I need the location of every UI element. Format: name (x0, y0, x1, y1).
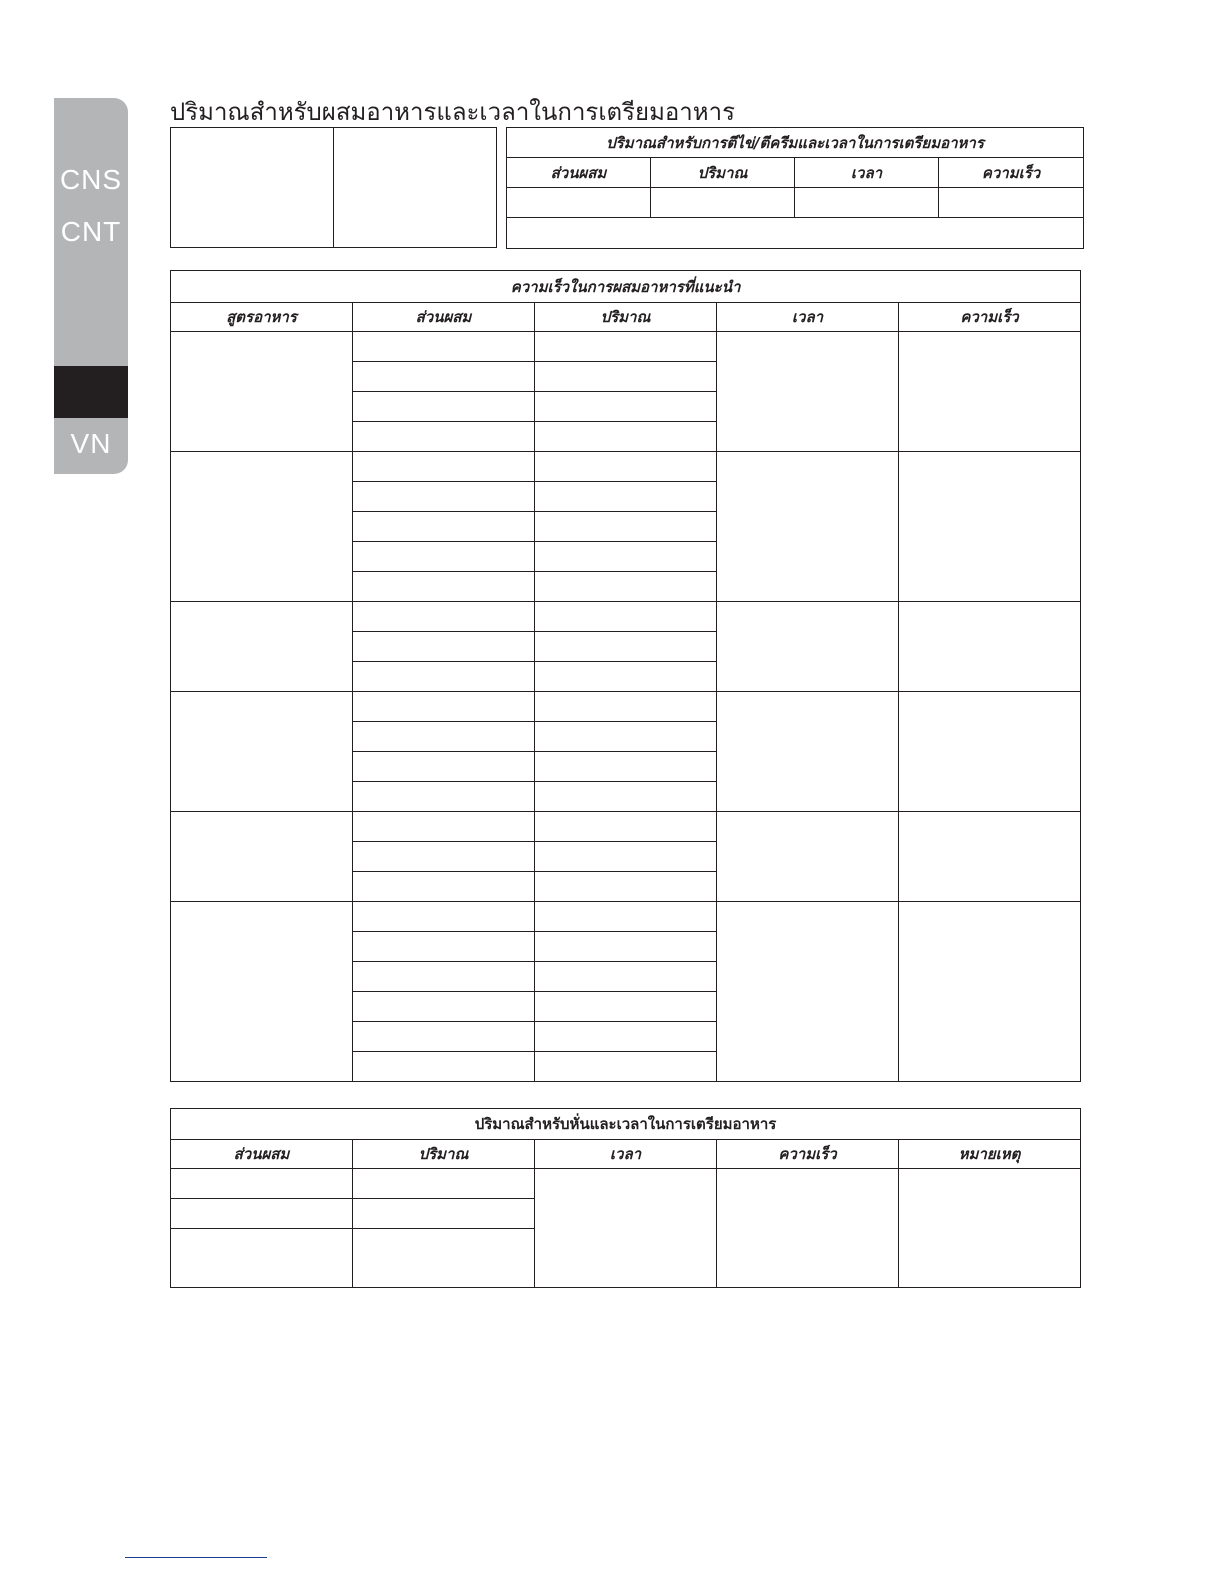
table-row (171, 452, 1081, 482)
table-cell (899, 1169, 1081, 1288)
table-cell (717, 602, 899, 692)
table-cell (717, 692, 899, 812)
whisk-col-ingredient: ส่วนผสม (507, 158, 651, 188)
table-cell (899, 692, 1081, 812)
table-cell (535, 662, 717, 692)
table-cell (535, 962, 717, 992)
table-cell (535, 932, 717, 962)
table-row (171, 902, 1081, 932)
chopper-table-title: ปริมาณสำหรับหั่นและเวลาในการเตรียมอาหาร (171, 1109, 1081, 1140)
table-cell (535, 332, 717, 362)
table-cell (535, 812, 717, 842)
table-cell (795, 188, 939, 218)
table-cell (535, 542, 717, 572)
table-cell (353, 572, 535, 602)
chopper-col-speed: ความเร็ว (717, 1140, 899, 1169)
table-cell (353, 362, 535, 392)
table-cell (353, 902, 535, 932)
table-cell (535, 722, 717, 752)
table-cell (717, 812, 899, 902)
table-cell (171, 1169, 353, 1199)
table-cell (353, 1199, 535, 1229)
table-cell (353, 812, 535, 842)
table-cell (535, 482, 717, 512)
table-cell (535, 452, 717, 482)
mixing-col-ingredient: ส่วนผสม (353, 303, 535, 332)
table-cell (507, 188, 651, 218)
whisk-col-quantity: ปริมาณ (651, 158, 795, 188)
table-cell (535, 782, 717, 812)
table-cell (535, 842, 717, 872)
table-cell (899, 452, 1081, 602)
table-cell (171, 602, 353, 692)
table-cell (535, 992, 717, 1022)
whisk-col-speed: ความเร็ว (939, 158, 1084, 188)
table-cell (171, 1229, 353, 1288)
mixing-table-title: ความเร็วในการผสมอาหารที่แนะนำ (171, 271, 1081, 303)
table-cell (535, 602, 717, 632)
table-cell (535, 422, 717, 452)
table-cell (353, 512, 535, 542)
table-cell (899, 902, 1081, 1082)
whisk-col-time: เวลา (795, 158, 939, 188)
mixing-col-quantity: ปริมาณ (535, 303, 717, 332)
table-cell (353, 782, 535, 812)
table-cell (353, 452, 535, 482)
lang-tab-cns[interactable]: CNS (59, 164, 123, 195)
table-cell (353, 722, 535, 752)
table-cell (353, 422, 535, 452)
table-cell (535, 392, 717, 422)
table-cell (171, 452, 353, 602)
mixing-table (170, 270, 1081, 1082)
table-row (171, 332, 1081, 362)
table-cell (353, 482, 535, 512)
table-cell (353, 1229, 535, 1288)
table-cell (535, 1022, 717, 1052)
table-cell (353, 1169, 535, 1199)
table-cell (171, 692, 353, 812)
table-cell (353, 332, 535, 362)
table-cell (535, 362, 717, 392)
mixing-col-time: เวลา (717, 303, 899, 332)
table-cell (353, 542, 535, 572)
table-cell (353, 932, 535, 962)
table-cell (535, 572, 717, 602)
table-cell (353, 692, 535, 722)
table-row (171, 812, 1081, 842)
image-placeholder-left (170, 127, 334, 248)
chopper-col-note: หมายเหตุ (899, 1140, 1081, 1169)
table-cell (353, 962, 535, 992)
table-cell (899, 602, 1081, 692)
chopper-col-quantity: ปริมาณ (353, 1140, 535, 1169)
table-cell (535, 1169, 717, 1288)
table-cell (717, 1169, 899, 1288)
table-cell (353, 1052, 535, 1082)
table-cell (939, 188, 1084, 218)
table-cell (353, 392, 535, 422)
table-cell (353, 662, 535, 692)
table-cell (353, 872, 535, 902)
page-title: ปริมาณสำหรับผสมอาหารและเวลาในการเตรียมอาหาร (170, 98, 735, 126)
table-cell (353, 992, 535, 1022)
table-cell (353, 602, 535, 632)
whisk-table (506, 127, 1084, 249)
mixing-table-body (171, 332, 1081, 1082)
table-cell (171, 1199, 353, 1229)
table-cell (717, 452, 899, 602)
table-row (171, 692, 1081, 722)
chopper-table (170, 1108, 1081, 1288)
table-cell (507, 218, 1084, 249)
table-cell (899, 812, 1081, 902)
table-cell (535, 752, 717, 782)
table-cell (535, 872, 717, 902)
table-cell (535, 632, 717, 662)
footer-rule (125, 1557, 267, 1558)
table-cell (353, 1022, 535, 1052)
table-cell (535, 902, 717, 932)
table-cell (353, 842, 535, 872)
table-cell (535, 1052, 717, 1082)
table-cell (353, 752, 535, 782)
table-cell (171, 812, 353, 902)
whisk-table-title: ปริมาณสำหรับการตีไข่/ตีครีมและเวลาในการเตรียมอาหาร (507, 128, 1084, 158)
table-cell (535, 692, 717, 722)
table-cell (717, 902, 899, 1082)
active-tab-marker (54, 366, 128, 418)
lang-tab-vn[interactable]: VN (70, 428, 112, 459)
mixing-col-speed: ความเร็ว (899, 303, 1081, 332)
table-cell (899, 332, 1081, 452)
table-cell (717, 332, 899, 452)
table-row (171, 602, 1081, 632)
mixing-col-recipe: สูตรอาหาร (171, 303, 353, 332)
table-cell (171, 332, 353, 452)
table-cell (353, 632, 535, 662)
table-cell (535, 512, 717, 542)
image-placeholder-right (333, 127, 497, 248)
table-cell (171, 902, 353, 1082)
table-cell (651, 188, 795, 218)
language-tab-strip (54, 98, 128, 474)
chopper-col-ingredient: ส่วนผสม (171, 1140, 353, 1169)
lang-tab-cnt[interactable]: CNT (60, 216, 122, 247)
chopper-col-time: เวลา (535, 1140, 717, 1169)
